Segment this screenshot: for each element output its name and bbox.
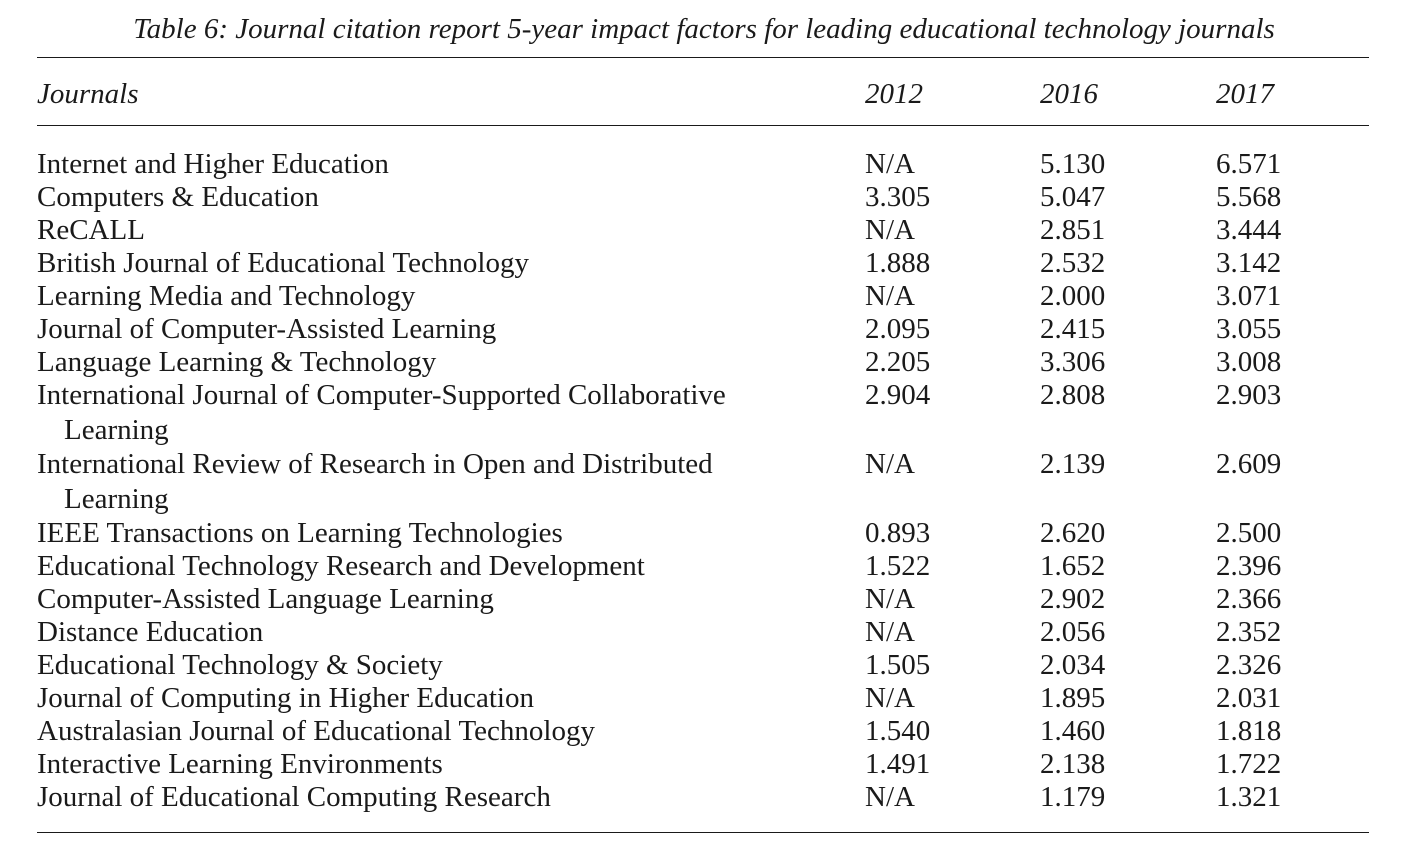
value-2017: 2.326 [1216, 649, 1282, 681]
value-2016: 3.306 [1040, 346, 1106, 378]
journal-name: Journal of Computing in Higher Education [37, 682, 534, 714]
table-header-row [0, 76, 1408, 112]
journal-name: Educational Technology Research and Development [37, 550, 645, 582]
journal-name-cell [37, 379, 837, 448]
table-row [0, 550, 1408, 583]
journal-name: British Journal of Educational Technology [37, 247, 529, 279]
value-2012: 1.540 [865, 715, 931, 747]
journal-name-cell [37, 280, 837, 313]
value-2012: N/A [865, 448, 915, 480]
value-2012: N/A [865, 616, 915, 648]
table-row [0, 448, 1408, 517]
journal-name-cell [37, 682, 837, 715]
journal-name-cell [37, 781, 837, 814]
value-2012: 1.505 [865, 649, 931, 681]
value-2012: 2.095 [865, 313, 931, 345]
table-row [0, 148, 1408, 181]
journal-name: IEEE Transactions on Learning Technologies [37, 517, 563, 549]
table-body [0, 148, 1408, 814]
header-2016: 2016 [1040, 78, 1098, 110]
value-2012: N/A [865, 148, 915, 180]
value-2017: 2.903 [1216, 379, 1282, 411]
table-row [0, 748, 1408, 781]
value-2012: N/A [865, 280, 915, 312]
header-journals: Journals [37, 78, 139, 110]
value-2012: N/A [865, 682, 915, 714]
table-row [0, 583, 1408, 616]
journal-name-cell [37, 448, 837, 517]
value-2017: 3.142 [1216, 247, 1282, 279]
journal-name-cell [37, 517, 837, 550]
journal-name: Journal of Educational Computing Research [37, 781, 551, 813]
bottom-rule [37, 832, 1369, 833]
value-2016: 2.034 [1040, 649, 1106, 681]
value-2017: 3.008 [1216, 346, 1282, 378]
value-2017: 2.031 [1216, 682, 1282, 714]
value-2012: 0.893 [865, 517, 931, 549]
value-2017: 5.568 [1216, 181, 1282, 213]
table-row [0, 682, 1408, 715]
value-2017: 3.444 [1216, 214, 1282, 246]
journal-name: Computers & Education [37, 181, 319, 213]
value-2012: 1.522 [865, 550, 931, 582]
value-2016: 2.902 [1040, 583, 1106, 615]
journal-name-cell [37, 247, 837, 280]
journal-name-cell [37, 346, 837, 379]
value-2017: 1.321 [1216, 781, 1282, 813]
table-caption: Table 6: Journal citation report 5-year impact factors for leading educational technology journals [133, 13, 1275, 45]
table-row [0, 616, 1408, 649]
table-row [0, 313, 1408, 346]
table-row [0, 214, 1408, 247]
header-2012: 2012 [865, 78, 923, 110]
value-2016: 1.652 [1040, 550, 1106, 582]
value-2016: 1.179 [1040, 781, 1106, 813]
journal-name-cell [37, 583, 837, 616]
value-2016: 2.808 [1040, 379, 1106, 411]
journal-name: Computer-Assisted Language Learning [37, 583, 494, 615]
journal-name: International Review of Research in Open and Distributed [37, 448, 713, 480]
value-2016: 2.532 [1040, 247, 1106, 279]
journal-name-cell [37, 148, 837, 181]
value-2017: 1.722 [1216, 748, 1282, 780]
table-row [0, 517, 1408, 550]
journal-name-cell [37, 181, 837, 214]
value-2016: 2.139 [1040, 448, 1106, 480]
table-row [0, 280, 1408, 313]
journal-name-cell [37, 616, 837, 649]
journal-name: Interactive Learning Environments [37, 748, 443, 780]
value-2016: 1.460 [1040, 715, 1106, 747]
value-2017: 1.818 [1216, 715, 1282, 747]
value-2016: 2.056 [1040, 616, 1106, 648]
table-row [0, 781, 1408, 814]
journal-name-cell [37, 715, 837, 748]
value-2016: 5.130 [1040, 148, 1106, 180]
value-2012: N/A [865, 214, 915, 246]
top-rule [37, 57, 1369, 58]
journal-name: Educational Technology & Society [37, 649, 443, 681]
table-row [0, 379, 1408, 448]
table-row [0, 181, 1408, 214]
journal-name: Australasian Journal of Educational Technology [37, 715, 595, 747]
journal-name: ReCALL [37, 214, 145, 246]
value-2012: 1.888 [865, 247, 931, 279]
value-2016: 1.895 [1040, 682, 1106, 714]
value-2012: 1.491 [865, 748, 931, 780]
value-2012: 2.904 [865, 379, 931, 411]
value-2012: 3.305 [865, 181, 931, 213]
journal-name-cell [37, 748, 837, 781]
table-row [0, 649, 1408, 682]
value-2016: 2.851 [1040, 214, 1106, 246]
value-2016: 2.415 [1040, 313, 1106, 345]
value-2012: N/A [865, 781, 915, 813]
value-2016: 5.047 [1040, 181, 1106, 213]
value-2017: 2.609 [1216, 448, 1282, 480]
journal-name: Journal of Computer-Assisted Learning [37, 313, 497, 345]
value-2012: N/A [865, 583, 915, 615]
journal-name-continuation: Learning [64, 414, 169, 446]
journal-name: Distance Education [37, 616, 264, 648]
value-2012: 2.205 [865, 346, 931, 378]
value-2017: 2.366 [1216, 583, 1282, 615]
value-2016: 2.138 [1040, 748, 1106, 780]
journal-name: Learning Media and Technology [37, 280, 416, 312]
value-2017: 2.500 [1216, 517, 1282, 549]
journal-name-cell [37, 649, 837, 682]
journal-name-cell [37, 214, 837, 247]
journal-name-cell [37, 550, 837, 583]
header-rule [37, 125, 1369, 126]
value-2017: 6.571 [1216, 148, 1282, 180]
journal-name-continuation: Learning [64, 483, 169, 515]
value-2017: 3.055 [1216, 313, 1282, 345]
journal-name: Language Learning & Technology [37, 346, 437, 378]
table-row [0, 715, 1408, 748]
value-2016: 2.620 [1040, 517, 1106, 549]
value-2017: 2.396 [1216, 550, 1282, 582]
table-row [0, 247, 1408, 280]
value-2017: 3.071 [1216, 280, 1282, 312]
value-2016: 2.000 [1040, 280, 1106, 312]
journal-name-cell [37, 313, 837, 346]
journal-name: Internet and Higher Education [37, 148, 389, 180]
journal-name: International Journal of Computer-Supported Collaborative [37, 379, 726, 411]
value-2017: 2.352 [1216, 616, 1282, 648]
header-2017: 2017 [1216, 78, 1274, 110]
table-row [0, 346, 1408, 379]
